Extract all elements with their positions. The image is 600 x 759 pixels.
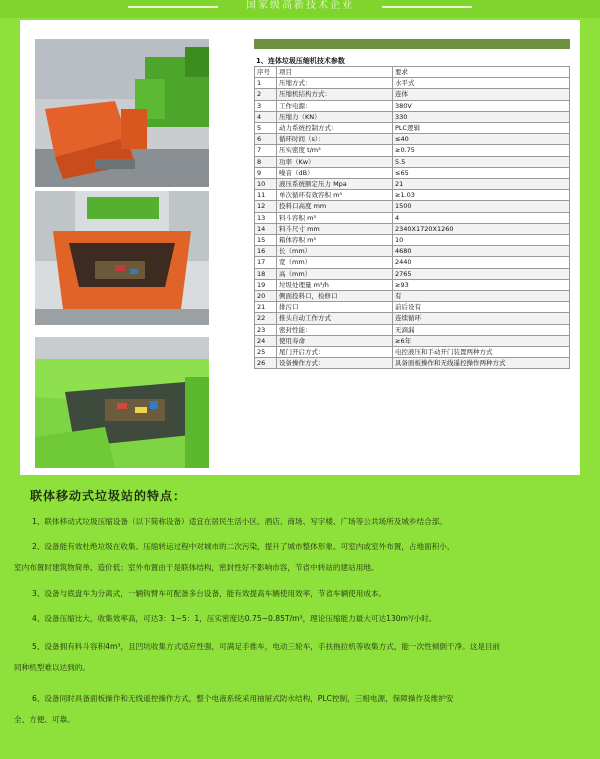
table-row bbox=[255, 302, 570, 313]
table-cell-no: 16 bbox=[255, 246, 277, 257]
table-cell-no: 14 bbox=[255, 223, 277, 234]
table-cell-req: ≥6年 bbox=[393, 335, 570, 346]
table-row bbox=[255, 190, 570, 201]
table-cell-req: 380V bbox=[393, 100, 570, 111]
table-cell-no: 1 bbox=[255, 78, 277, 89]
table-title: 1、连体垃圾压缩机技术参数 bbox=[256, 57, 345, 65]
table-row bbox=[255, 268, 570, 279]
table-row bbox=[255, 223, 570, 234]
table-cell-req: 具备面板操作和无线遥控操作两种方式 bbox=[393, 358, 570, 369]
table-top-bar bbox=[254, 39, 570, 49]
table-cell-req: 有 bbox=[393, 291, 570, 302]
table-cell-no: 22 bbox=[255, 313, 277, 324]
feature-paragraph-4 bbox=[14, 608, 600, 629]
compressor-equipment-photo bbox=[35, 39, 209, 187]
table-row bbox=[255, 179, 570, 190]
table-cell-item: 投料口高度 mm bbox=[277, 201, 393, 212]
table-cell-req: PLC逻辑 bbox=[393, 123, 570, 134]
header-req: 要求 bbox=[393, 67, 570, 78]
table-cell-item: 工作电源： bbox=[277, 100, 393, 111]
table-cell-item: 循环时间（s）： bbox=[277, 134, 393, 145]
table-row bbox=[255, 212, 570, 223]
feature-2-line-2: 室内布置时建筑物简单、造价低；室外布置由于是联体结构，密封性好不影响市容，节省中转站的建站用地。 bbox=[14, 563, 379, 572]
table-cell-item: 压缩方式： bbox=[277, 78, 393, 89]
table-header-row bbox=[255, 67, 570, 78]
table-cell-item: 宽（mm） bbox=[277, 257, 393, 268]
header-title: 国家级高新技术企业 bbox=[246, 0, 354, 11]
table-cell-no: 9 bbox=[255, 167, 277, 178]
table-cell-no: 17 bbox=[255, 257, 277, 268]
table-cell-req: ≥1.03 bbox=[393, 190, 570, 201]
table-row bbox=[255, 335, 570, 346]
table-cell-item: 压实密度 t/m³ bbox=[277, 145, 393, 156]
table-row bbox=[255, 123, 570, 134]
table-cell-item: 料斗尺寸 mm bbox=[277, 223, 393, 234]
content-panel bbox=[20, 20, 580, 475]
table-cell-req: 21 bbox=[393, 179, 570, 190]
table-row bbox=[255, 201, 570, 212]
table-cell-item: 功率（Kw） bbox=[277, 156, 393, 167]
table-cell-no: 25 bbox=[255, 347, 277, 358]
feature-3-line-1: 3、设备与底盘车为分离式，一辆钩臂车可配备多台设备，能有效提高车辆使用效率，节省车辆使用成本。 bbox=[32, 589, 387, 598]
table-cell-item: 垃圾处理量 m³/h bbox=[277, 279, 393, 290]
table-cell-item: 侧面投料口，检修口 bbox=[277, 291, 393, 302]
table-cell-req: 2340X1720X1260 bbox=[393, 223, 570, 234]
table-cell-no: 12 bbox=[255, 201, 277, 212]
table-cell-no: 13 bbox=[255, 212, 277, 223]
features-title: 联体移动式垃圾站的特点： bbox=[30, 489, 187, 503]
table-row bbox=[255, 257, 570, 268]
table-cell-item: 压缩力（KN） bbox=[277, 111, 393, 122]
table-cell-req: ≤40 bbox=[393, 134, 570, 145]
feature-5-line-1: 5、设备拥有料斗容积4m³，且凹坑收集方式适应性强，可满足手推车，电动三轮车，手扶拖拉机等收集方式，能一次性倾倒干净。这是目前 bbox=[32, 642, 501, 651]
table-row bbox=[255, 167, 570, 178]
table-cell-req: 1500 bbox=[393, 201, 570, 212]
table-row bbox=[255, 246, 570, 257]
table-row bbox=[255, 313, 570, 324]
table-row bbox=[255, 111, 570, 122]
table-cell-no: 5 bbox=[255, 123, 277, 134]
table-row bbox=[255, 145, 570, 156]
table-cell-no: 20 bbox=[255, 291, 277, 302]
feature-6-line-1: 6、设备同时具备面板操作和无线遥控操作方式，整个电液系统采用抽屉式防水结构，PLC控制，三相电源，保障操作及维护安 bbox=[32, 694, 454, 703]
table-cell-no: 21 bbox=[255, 302, 277, 313]
hopper-top-view-photo bbox=[35, 337, 209, 468]
table-cell-item: 排污口 bbox=[277, 302, 393, 313]
feature-1-line-1: 1、联体移动式垃圾压缩设备（以下简称设备）适宜在居民生活小区、酒店、商场、写字楼、广场等公共场所及城乡结合部。 bbox=[32, 517, 447, 526]
table-cell-item: 动力系统控制方式： bbox=[277, 123, 393, 134]
spec-table bbox=[254, 66, 570, 369]
table-cell-item: 密封性能： bbox=[277, 324, 393, 335]
table-cell-req: 前后设有 bbox=[393, 302, 570, 313]
table-cell-req: 无滴漏 bbox=[393, 324, 570, 335]
table-cell-item: 噪音（dB） bbox=[277, 167, 393, 178]
table-cell-req: ≤65 bbox=[393, 167, 570, 178]
table-cell-no: 10 bbox=[255, 179, 277, 190]
table-cell-item: 液压系统额定压力 Mpa bbox=[277, 179, 393, 190]
table-row bbox=[255, 324, 570, 335]
table-cell-req: 5.5 bbox=[393, 156, 570, 167]
table-cell-req: 4 bbox=[393, 212, 570, 223]
table-row bbox=[255, 156, 570, 167]
table-row bbox=[255, 134, 570, 145]
table-cell-no: 26 bbox=[255, 358, 277, 369]
table-cell-req: 2440 bbox=[393, 257, 570, 268]
header-bar bbox=[0, 0, 600, 18]
table-cell-item: 使用寿命 bbox=[277, 335, 393, 346]
table-cell-item: 料斗容积 m³ bbox=[277, 212, 393, 223]
spec-table-container bbox=[254, 39, 570, 369]
header-no: 序号 bbox=[255, 67, 277, 78]
table-cell-item: 尾门开启方式： bbox=[277, 347, 393, 358]
feature-5-line-2: 同种机型难以达到的。 bbox=[14, 663, 90, 672]
table-cell-no: 8 bbox=[255, 156, 277, 167]
feature-paragraph-2 bbox=[14, 536, 586, 578]
table-cell-item: 高（mm） bbox=[277, 268, 393, 279]
table-cell-req: 10 bbox=[393, 235, 570, 246]
table-row bbox=[255, 291, 570, 302]
feature-paragraph-6 bbox=[14, 688, 586, 730]
table-cell-item: 压缩机结构方式： bbox=[277, 89, 393, 100]
feature-paragraph-1 bbox=[14, 511, 600, 532]
table-cell-req: ≥93 bbox=[393, 279, 570, 290]
table-cell-req: 水平式 bbox=[393, 78, 570, 89]
table-cell-item: 设备操作方式： bbox=[277, 358, 393, 369]
table-cell-no: 4 bbox=[255, 111, 277, 122]
feature-paragraph-5 bbox=[14, 636, 586, 678]
table-cell-item: 长（mm） bbox=[277, 246, 393, 257]
table-cell-req: 连体 bbox=[393, 89, 570, 100]
table-cell-no: 24 bbox=[255, 335, 277, 346]
table-cell-no: 18 bbox=[255, 268, 277, 279]
table-cell-no: 15 bbox=[255, 235, 277, 246]
table-cell-req: 330 bbox=[393, 111, 570, 122]
table-cell-no: 7 bbox=[255, 145, 277, 156]
table-row bbox=[255, 78, 570, 89]
table-cell-no: 19 bbox=[255, 279, 277, 290]
table-cell-item: 单次循环有效容积 m³ bbox=[277, 190, 393, 201]
header-item: 项目 bbox=[277, 67, 393, 78]
table-row bbox=[255, 100, 570, 111]
table-cell-req: ≥0.75 bbox=[393, 145, 570, 156]
table-row bbox=[255, 358, 570, 369]
table-cell-item: 推头自动工作方式 bbox=[277, 313, 393, 324]
table-cell-no: 3 bbox=[255, 100, 277, 111]
table-cell-req: 连续循环 bbox=[393, 313, 570, 324]
hopper-loading-photo bbox=[35, 191, 209, 325]
feature-paragraph-3 bbox=[14, 583, 600, 604]
table-cell-no: 6 bbox=[255, 134, 277, 145]
feature-4-line-1: 4、设备压缩比大，收集效率高，可达3：1~5：1，压实密度达0.75~0.85T/m³，理论压缩能力最大可达130m³/小时。 bbox=[32, 614, 437, 623]
table-cell-no: 23 bbox=[255, 324, 277, 335]
table-row bbox=[255, 347, 570, 358]
table-cell-req: 2765 bbox=[393, 268, 570, 279]
table-row bbox=[255, 279, 570, 290]
table-cell-req: 电控液压和手动开门装置两种方式 bbox=[393, 347, 570, 358]
table-cell-no: 2 bbox=[255, 89, 277, 100]
feature-2-line-1: 2、设备能有效杜绝垃圾在收集、压缩转运过程中对城市的二次污染，提升了城市整体形象。可室内或室外布置，占地面积小， bbox=[32, 542, 455, 551]
table-cell-req: 4680 bbox=[393, 246, 570, 257]
table-row bbox=[255, 89, 570, 100]
table-cell-item: 箱体容积 m³ bbox=[277, 235, 393, 246]
feature-6-line-2: 全、方便、可靠。 bbox=[14, 715, 75, 724]
table-cell-no: 11 bbox=[255, 190, 277, 201]
table-row bbox=[255, 235, 570, 246]
